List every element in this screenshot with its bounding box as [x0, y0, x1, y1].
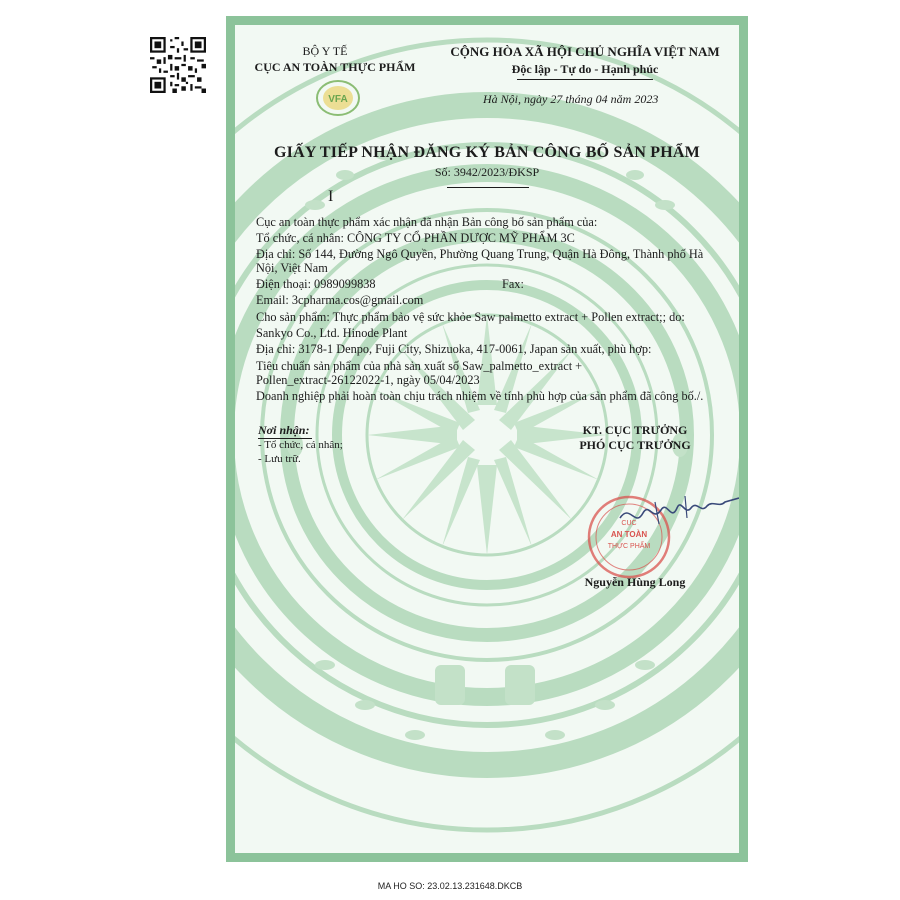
- organization-line: Tổ chức, cá nhân: CÔNG TY CỔ PHẦN DƯỢC MỸ PHẨM 3C: [256, 231, 575, 245]
- standard-line-1: Tiêu chuẩn sản phẩm của nhà sản xuất số Saw_palmetto_extract +: [256, 359, 583, 373]
- product-line-2: Sankyo Co., Ltd. Hinode Plant: [256, 326, 408, 340]
- signer-role-2: PHÓ CỤC TRƯỞNG: [579, 438, 691, 452]
- country-name: CỘNG HÒA XÃ HỘI CHỦ NGHĨA VIỆT NAM: [450, 44, 720, 59]
- date-line: Hà Nội, ngày 27 tháng 04 năm 2023: [483, 92, 659, 106]
- svg-text:THỰC PHẨM: THỰC PHẨM: [607, 543, 651, 550]
- svg-text:AN TOÀN: AN TOÀN: [610, 530, 648, 539]
- handwritten-signature: [615, 488, 745, 538]
- text-cursor-icon: I: [328, 188, 334, 205]
- dossier-code: MA HO SO: 23.02.13.231648.DKCB: [377, 881, 523, 891]
- department-name: CỤC AN TOÀN THỰC PHẨM: [254, 60, 416, 74]
- intro-line: Cục an toàn thực phẩm xác nhận đã nhận Bản công bố sản phẩm của:: [256, 215, 598, 229]
- phone-line: Điện thoại: 0989099838: [256, 277, 376, 291]
- qr-code-icon: [150, 37, 206, 93]
- signer-name: Nguyễn Hùng Long: [584, 575, 686, 589]
- fax-line: Fax:: [502, 277, 524, 291]
- signer-role-1: KT. CỤC TRƯỞNG: [582, 423, 688, 437]
- title-underline: [447, 187, 529, 188]
- manufacturer-address-line: Địa chỉ: 3178-1 Denpo, Fuji City, Shizuoka, 417-0061, Japan sản xuất, phù hợp:: [256, 342, 652, 356]
- recipient-item: - Lưu trữ.: [258, 453, 301, 465]
- standard-line-2: Pollen_extract-26122022-1, ngày 05/04/2023: [256, 373, 480, 387]
- product-line-1: Cho sản phẩm: Thực phẩm bảo vệ sức khỏe Saw palmetto extract + Pollen extract;; do:: [256, 310, 685, 324]
- email-line: Email: 3cpharma.cos@gmail.com: [256, 293, 424, 307]
- recipients-heading: Nơi nhận:: [258, 423, 310, 437]
- vfa-logo-icon: [315, 79, 361, 117]
- national-motto: Độc lập - Tự do - Hạnh phúc: [511, 62, 659, 76]
- recipient-item: - Tổ chức, cá nhân;: [258, 439, 343, 451]
- document-title: GIẤY TIẾP NHẬN ĐĂNG KÝ BẢN CÔNG BỐ SẢN PHẨM: [274, 144, 700, 161]
- motto-underline: [517, 79, 653, 80]
- ministry-name: BỘ Y TẾ: [302, 44, 348, 58]
- responsibility-line: Doanh nghiệp phải hoàn toàn chịu trách nhiệm về tính phù hợp của sản phẩm đã công bố./.: [256, 389, 704, 403]
- address-line-2: Nội, Việt Nam: [256, 261, 328, 275]
- address-line-1: Địa chỉ: Số 144, Đường Ngô Quyền, Phường Quang Trung, Quận Hà Đông, Thành phố Hà: [256, 247, 704, 261]
- document-number: Số: 3942/2023/ĐKSP: [434, 165, 540, 179]
- svg-text:CỤC: CỤC: [621, 520, 637, 527]
- svg-text:VFA: VFA: [328, 94, 348, 105]
- certificate-document: [226, 16, 748, 862]
